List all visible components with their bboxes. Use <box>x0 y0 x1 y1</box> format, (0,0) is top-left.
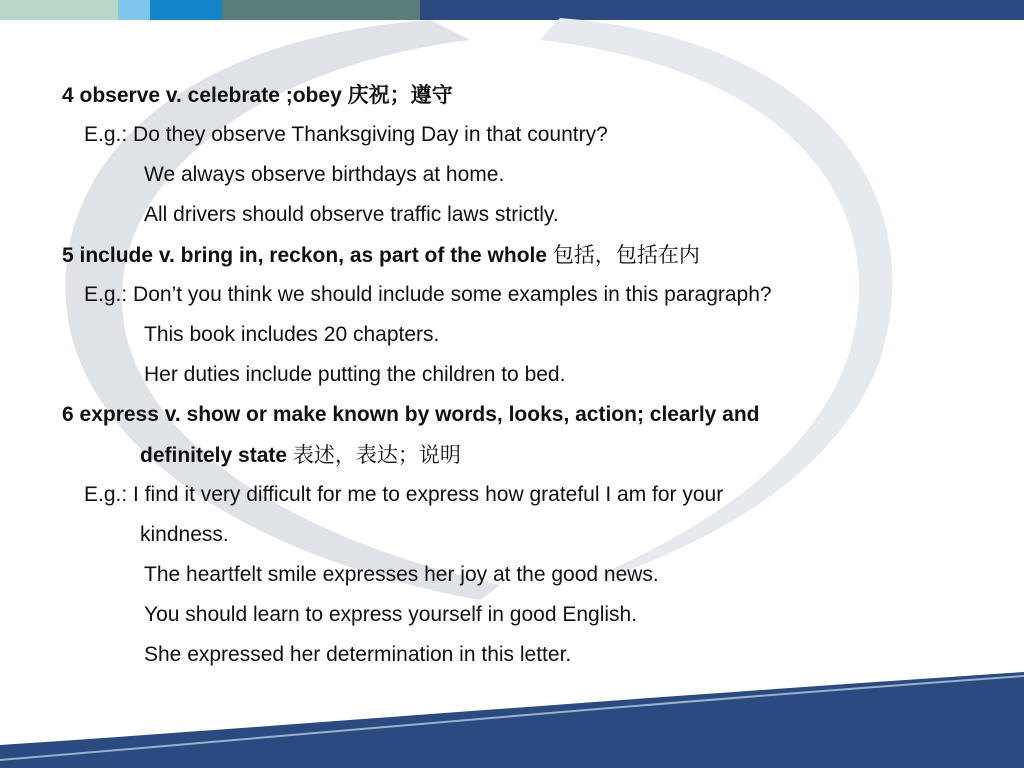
example-line <box>62 118 962 158</box>
entry-heading <box>62 238 962 278</box>
example-sentence: I find it very difficult for me to express how grateful I am for your <box>133 483 724 506</box>
example-line: She expressed her determination in this letter. <box>144 643 572 666</box>
bottom-wave <box>0 672 1024 768</box>
entry-heading-text: definitely state <box>140 444 288 467</box>
entry-heading <box>62 78 962 118</box>
entry-heading-chinese: 表述，表达；说明 <box>292 443 461 467</box>
eg-label: E.g.: <box>84 283 128 306</box>
example-line: You should learn to express yourself in good English. <box>144 603 638 626</box>
example-line: This book includes 20 chapters. <box>144 323 440 346</box>
entry-heading-chinese: 包括，包括在内 <box>552 243 700 267</box>
entry-heading-text: 5 include v. bring in, reckon, as part of the whole <box>62 244 548 267</box>
vocabulary-content <box>62 78 962 678</box>
example-line-continuation: kindness. <box>140 523 229 546</box>
eg-label: E.g.: <box>84 483 128 506</box>
example-line <box>62 478 962 518</box>
example-line <box>62 278 962 318</box>
example-line: All drivers should observe traffic laws strictly. <box>144 203 559 226</box>
example-line: Her duties include putting the children to bed. <box>144 363 566 386</box>
example-line: The heartfelt smile expresses her joy at the good news. <box>144 563 659 586</box>
entry-heading-text: 4 observe v. celebrate ;obey <box>62 84 342 107</box>
example-line: We always observe birthdays at home. <box>144 163 505 186</box>
example-sentence: Don’t you think we should include some examples in this paragraph? <box>133 283 772 306</box>
eg-label: E.g.: <box>84 123 128 146</box>
entry-heading-chinese: 庆祝；遵守 <box>347 83 453 107</box>
example-sentence: Do they observe Thanksgiving Day in that country? <box>133 123 608 146</box>
entry-heading: 6 express v. show or make known by words, looks, action; clearly and <box>62 403 760 426</box>
entry-heading-continuation <box>62 438 962 478</box>
